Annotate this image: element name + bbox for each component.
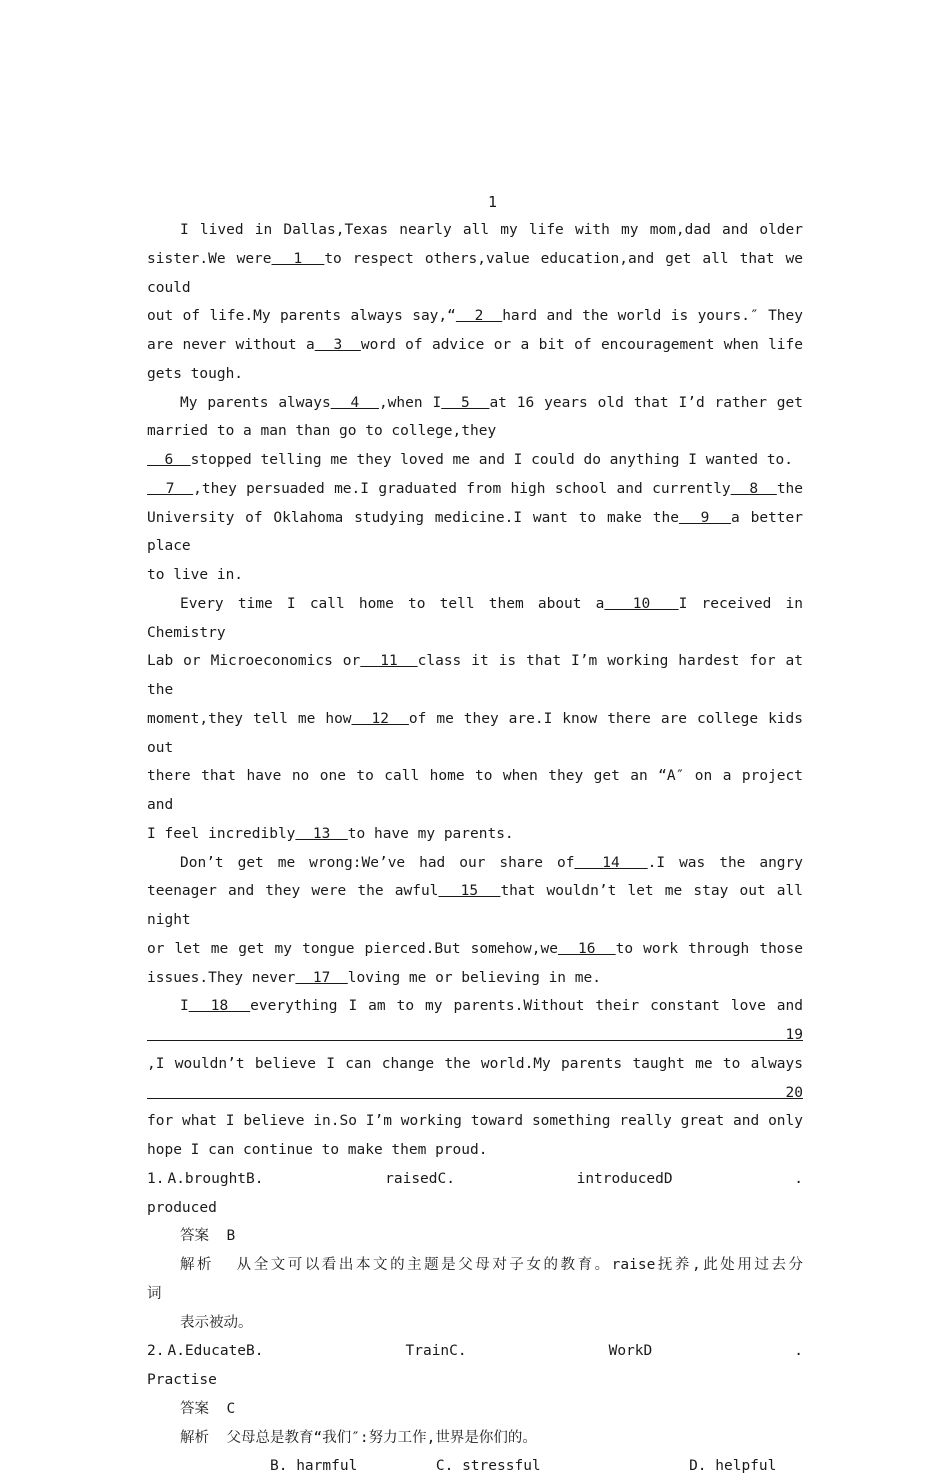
blank-3[interactable]: 3 (314, 337, 361, 353)
blank-13[interactable]: 13 (295, 825, 348, 842)
explanation-line: 词 (147, 1285, 162, 1302)
question-1-options: 1. A.broughtB. raisedC. introducedD . (147, 1170, 803, 1187)
blank-14[interactable]: 14 (574, 854, 648, 871)
option-a[interactable]: A.Educate (167, 1343, 247, 1360)
option-b[interactable]: B. harmful (270, 1458, 358, 1475)
option-c[interactable]: C. introduced (437, 1170, 664, 1187)
blank-17[interactable]: 17 (295, 969, 348, 986)
passage-line: gets tough. (147, 365, 244, 382)
passage-line: 6 stopped telling me they loved me and I could do anything I wanted to. (147, 452, 794, 468)
passage-line: there that have no one to call home to when they get an “A″ on a project and (147, 768, 803, 813)
answer-line: 答案 C (180, 1400, 236, 1417)
passage-line: I feel incredibly 13 to have my parents. (147, 825, 514, 842)
passage-line: out of life.My parents always say,“ 2 hard and the world is yours.″ They (147, 308, 803, 325)
answer-line: 答案 B (180, 1228, 236, 1245)
blank-18[interactable]: 18 (188, 998, 251, 1015)
passage-line: teenager and they were the awful 15 that wouldn’t let me stay out all night (147, 883, 803, 928)
blank-8[interactable]: 8 (730, 480, 777, 497)
passage-line: University of Oklahoma studying medicine.I want to make the 9 a better place (147, 509, 803, 555)
passage-line: are never without a 3 word of advice or a bit of encouragement when life (147, 337, 803, 353)
option-c[interactable]: C. Work (449, 1343, 644, 1360)
blank-9[interactable]: 9 (678, 509, 732, 526)
blank-20[interactable]: 20 (147, 1084, 803, 1101)
passage-line: hope I can continue to make them proud. (147, 1142, 488, 1158)
blank-16[interactable]: 16 (557, 940, 616, 957)
passage-line: I 18 everything I am to my parents.Without their constant love and 19 (147, 998, 803, 1043)
blank-6[interactable]: 6 (147, 452, 191, 468)
option-a[interactable]: A.brought (167, 1170, 247, 1187)
blank-7[interactable]: 7 (147, 480, 194, 497)
answer-value: B (226, 1228, 236, 1245)
blank-11[interactable]: 11 (360, 653, 418, 670)
option-d[interactable]: D . (663, 1170, 803, 1187)
option-d-continued: produced (147, 1199, 217, 1216)
passage-line: or let me get my tongue pierced.But somehow,we 16 to work through those (147, 940, 803, 957)
option-c[interactable]: C. stressful (435, 1458, 541, 1475)
passage-line: moment,they tell me how 12 of me they are.I know there are college kids out (147, 710, 803, 756)
passage-line: issues.They never 17 loving me or believing in me. (147, 969, 601, 986)
blank-19[interactable]: 19 (147, 1027, 803, 1043)
question-2-options: 2. A.EducateB. TrainC. WorkD . (147, 1343, 803, 1360)
passage-line: for what I believe in.So I’m working toward something really great and only (147, 1113, 803, 1130)
blank-2[interactable]: 2 (455, 308, 503, 325)
explanation-line: 解析 从全文可以看出本文的主题是父母对子女的教育。raise抚养,此处用过去分 (180, 1257, 803, 1273)
passage-line: My parents always 4 ,when I 5 at 16 years old that I’d rather get (180, 394, 803, 411)
blank-1[interactable]: 1 (271, 250, 325, 267)
passage-line: Every time I call home to tell them about a 10 I received in Chemistry (147, 595, 803, 641)
question-3-options (147, 1452, 803, 1481)
page-number: 1 (487, 193, 498, 211)
option-d[interactable]: D. helpful (689, 1458, 777, 1475)
passage-line: I lived in Dallas,Texas nearly all my life with my mom,dad and older (180, 222, 803, 238)
passage-line: sister.We were 1 to respect others,value education,and get all that we could (147, 250, 803, 296)
passage-line: Lab or Microeconomics or 11 class it is that I’m working hardest for at the (147, 653, 803, 698)
blank-4[interactable]: 4 (330, 394, 379, 411)
blank-10[interactable]: 10 (604, 595, 679, 612)
blank-15[interactable]: 15 (438, 883, 501, 900)
passage-line: to live in. (147, 567, 244, 583)
passage-line: ,I wouldn’t believe I can change the world.My parents taught me to always 20 (147, 1055, 803, 1101)
passage-line: married to a man than go to college,they (147, 423, 497, 440)
passage-line: Don’t get me wrong:We’ve had our share of 14 .I was the angry (180, 854, 803, 871)
blank-12[interactable]: 12 (351, 710, 409, 727)
option-b[interactable]: B. raised (246, 1170, 438, 1187)
option-d[interactable]: D . (643, 1343, 803, 1360)
passage (147, 216, 803, 1481)
passage-line: 7 ,they persuaded me.I graduated from high school and currently 8 the (147, 480, 804, 497)
answer-value: C (226, 1400, 236, 1417)
option-b[interactable]: B. Train (246, 1343, 450, 1360)
blank-5[interactable]: 5 (441, 394, 490, 411)
explanation-line: 解析 父母总是教育“我们″:努力工作,世界是你们的。 (180, 1429, 537, 1446)
option-d-continued: Practise (147, 1372, 217, 1388)
explanation-line: 表示被动。 (180, 1314, 253, 1331)
